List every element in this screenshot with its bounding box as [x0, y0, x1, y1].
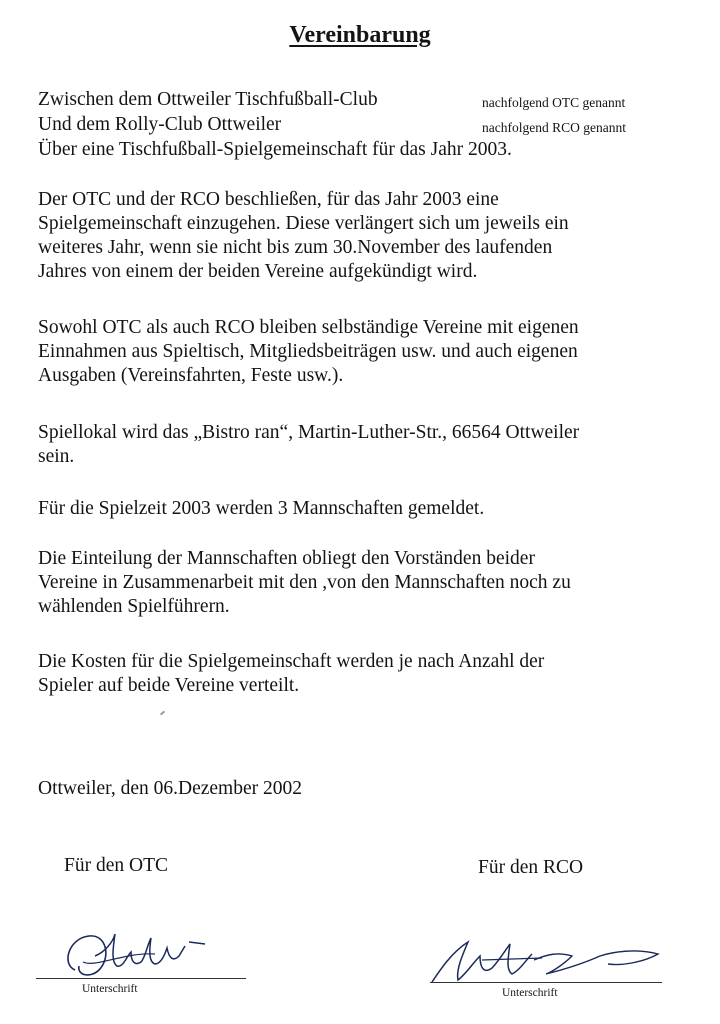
paragraph-independence: [38, 316, 698, 388]
document-title: Vereinbarung: [289, 22, 431, 48]
paragraph-line: Der OTC und der RCO beschließen, für das Jahr 2003 eine: [38, 189, 499, 210]
rco-signature-label: Unterschrift: [502, 987, 558, 999]
signature-for-otc: Für den OTC: [64, 855, 168, 876]
paragraph-line: Jahres von einem der beiden Vereine aufgekündigt wird.: [38, 261, 478, 282]
paragraph-team-division: [38, 547, 698, 619]
paragraph-line: sein.: [38, 446, 75, 467]
rco-signature-image: [422, 930, 672, 990]
paragraph-line: Spiellokal wird das „Bistro ran“, Martin-Luther-Str., 66564 Ottweiler: [38, 422, 580, 443]
paragraph-line: Spieler auf beide Vereine verteilt.: [38, 675, 300, 696]
paragraph-line: Einnahmen aus Spieltisch, Mitgliedsbeiträgen usw. und auch eigenen: [38, 341, 578, 362]
party-rco-line: Und dem Rolly-Club Ottweiler: [38, 114, 282, 135]
agreement-subject: Über eine Tischfußball-Spielgemeinschaft für das Jahr 2003.: [38, 139, 512, 160]
rco-signature-line: [430, 982, 662, 983]
paragraph-teams: [38, 497, 698, 521]
signature-for-rco: Für den RCO: [478, 857, 584, 878]
otc-signature-image: [55, 922, 215, 982]
party-otc-line: Zwischen dem Ottweiler Tischfußball-Club: [38, 89, 378, 110]
party-rco-note: nachfolgend RCO genannt: [482, 120, 626, 135]
party-otc-note: nachfolgend OTC genannt: [482, 95, 626, 110]
place-date: Ottweiler, den 06.Dezember 2002: [38, 778, 303, 799]
paragraph-line: Vereine in Zusammenarbeit mit den ,von den Mannschaften noch zu: [38, 572, 571, 593]
paragraph-line: weiteres Jahr, wenn sie nicht bis zum 30.November des laufenden: [38, 237, 553, 258]
otc-signature-label: Unterschrift: [82, 983, 138, 995]
otc-signature-line: [36, 978, 246, 979]
paragraph-line: Sowohl OTC als auch RCO bleiben selbständige Vereine mit eigenen: [38, 317, 579, 338]
paragraph-line: wählenden Spielführern.: [38, 596, 230, 617]
paragraph-line: Die Einteilung der Mannschaften obliegt den Vorständen beider: [38, 548, 535, 569]
paragraph-term: [38, 188, 698, 284]
paragraph-costs: [38, 650, 698, 698]
scan-speck: [160, 711, 165, 716]
paragraph-line: Für die Spielzeit 2003 werden 3 Mannschaften gemeldet.: [38, 498, 485, 519]
paragraph-line: Die Kosten für die Spielgemeinschaft werden je nach Anzahl der: [38, 651, 545, 672]
paragraph-venue: [38, 421, 698, 469]
paragraph-line: Spielgemeinschaft einzugehen. Diese verlängert sich um jeweils ein: [38, 213, 569, 234]
paragraph-line: Ausgaben (Vereinsfahrten, Feste usw.).: [38, 365, 344, 386]
